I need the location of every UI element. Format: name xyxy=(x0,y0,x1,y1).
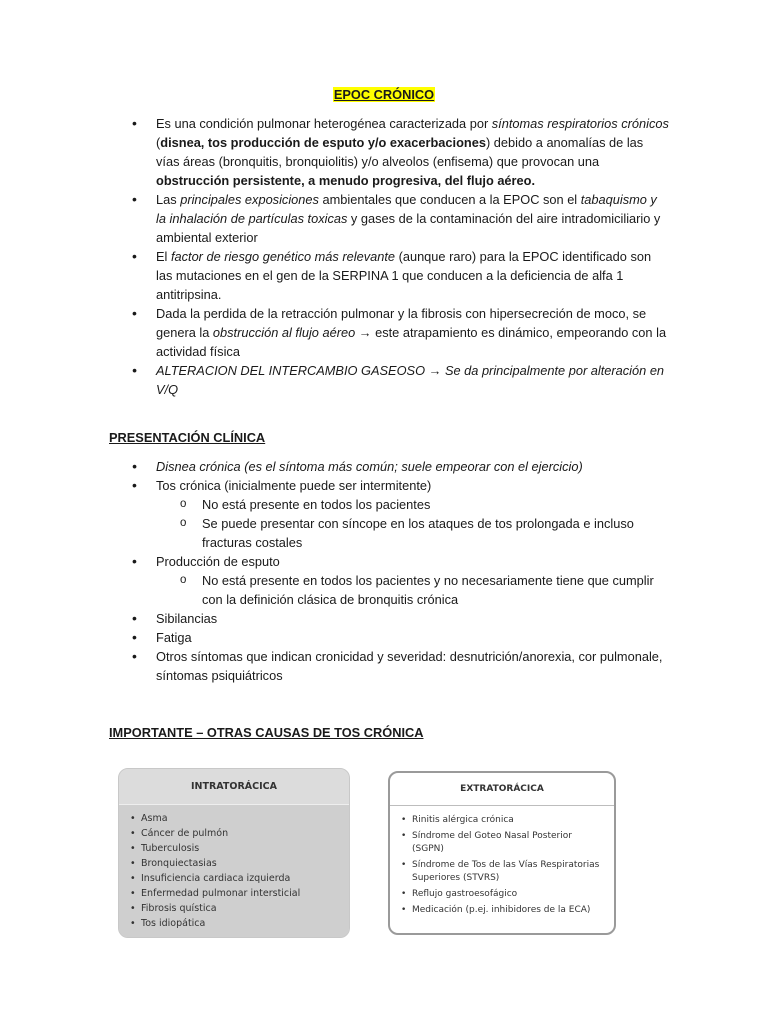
section-heading-causes: IMPORTANTE – OTRAS CAUSAS DE TOS CRÓNICA xyxy=(109,725,424,740)
list-item: • Síndrome del Goteo Nasal Posterior (SGPN) xyxy=(412,830,606,856)
italic-text: obstrucción al flujo aéreo xyxy=(212,325,356,340)
list-item: • Bronquiectasias xyxy=(141,856,341,871)
text: Tos crónica (inicialmente puede ser intermitente) xyxy=(156,478,432,493)
italic-text: tabaquismo y la inhalación de partículas toxicas xyxy=(156,192,657,226)
list-item: • Tos idiopática xyxy=(141,916,341,931)
text: Dada la perdida de la retracción pulmonar y la fibrosis con hipersecreción de moco, se genera la xyxy=(156,306,647,340)
list-item: • Tuberculosis xyxy=(141,841,341,856)
intro-list xyxy=(109,114,669,399)
italic-text: factor de riesgo genético más relevante xyxy=(170,249,396,264)
sub-list xyxy=(156,495,669,552)
sub-list-item: o No está presente en todos los pacientes y no necesariamente tiene que cumplir con la definición clásica de bronquitis crónica xyxy=(156,571,669,609)
list-item xyxy=(109,190,669,247)
list-item xyxy=(109,114,669,190)
clinical-list xyxy=(109,457,669,685)
bold-text: obstrucción persistente, a menudo progresiva, del flujo aéreo. xyxy=(156,173,536,188)
list-item: • Asma xyxy=(141,811,341,826)
list-item: • Enfermedad pulmonar intersticial xyxy=(141,886,341,901)
text: ( xyxy=(156,135,161,150)
list-item xyxy=(109,457,669,476)
italic-text: principales exposiciones xyxy=(180,192,319,207)
list-item: • Rinitis alérgica crónica xyxy=(412,814,606,827)
list-item: • Otros síntomas que indican cronicidad y severidad: desnutrición/anorexia, cor pulmonale, síntomas psiquiátricos xyxy=(109,647,669,685)
arrow-right-icon: → xyxy=(428,363,442,378)
list-item: • Síndrome de Tos de las Vías Respiratorias Superiores (STVRS) xyxy=(412,859,606,885)
intrathoracic-title: INTRATORÁCICA xyxy=(119,769,349,805)
list-item: • Insuficiencia cardiaca izquierda xyxy=(141,871,341,886)
list-item: • Sibilancias xyxy=(109,609,669,628)
text: ALTERACION DEL INTERCAMBIO GASEOSO xyxy=(156,363,429,378)
list-item xyxy=(109,247,669,304)
sub-list-item: o Se puede presentar con síncope en los ataques de tos prolongada e incluso fracturas costales xyxy=(156,514,669,552)
text: Producción de esputo xyxy=(156,554,280,569)
sub-list-item: o No está presente en todos los pacientes xyxy=(156,495,669,514)
extrathoracic-title: EXTRATORÁCICA xyxy=(390,773,614,806)
list-item: • Fibrosis quística xyxy=(141,901,341,916)
list-item xyxy=(109,304,669,361)
text: Las xyxy=(156,192,181,207)
section-heading-clinical: PRESENTACIÓN CLÍNICA xyxy=(109,430,266,445)
text: Disnea crónica (es el síntoma más común; suele empeorar con el ejercicio) xyxy=(156,459,583,474)
list-item xyxy=(109,361,669,399)
text: ) debido a anomalías de las vías áreas (bronquitis, bronquiolitis) y/o alveolos (enfisema) que provocan una xyxy=(156,135,644,169)
list-item xyxy=(109,476,669,552)
text: ambientales que conducen a la EPOC son el xyxy=(318,192,581,207)
bold-text: disnea, tos producción de esputo y/o exacerbaciones xyxy=(160,135,486,150)
list-item: • Reflujo gastroesofágico xyxy=(412,888,606,901)
sub-list xyxy=(156,571,669,609)
intrathoracic-causes-box xyxy=(118,768,350,938)
list-item: • Cáncer de pulmón xyxy=(141,826,341,841)
text: y gases de la contaminación del aire intradomiciliario y ambiental exterior xyxy=(156,211,661,245)
text: Se da principalmente por alteración en V/Q xyxy=(156,363,665,397)
italic-text: síntomas respiratorios crónicos xyxy=(491,116,669,131)
page-title xyxy=(0,85,768,104)
extrathoracic-list xyxy=(390,814,614,917)
text: (aunque raro) para la EPOC identificado son las mutaciones en el gen de la SERPINA 1 que conducen a la deficiencia de alfa 1 antitripsina. xyxy=(156,249,652,302)
text: → este atrapamiento es dinámico, empeorando con la actividad física xyxy=(156,325,667,359)
text: Es una condición pulmonar heterogénea caracterizada por xyxy=(156,116,492,131)
list-item: • Fatiga xyxy=(109,628,669,647)
extrathoracic-causes-box xyxy=(388,771,616,935)
page-title-text: EPOC CRÓNICO xyxy=(333,87,435,102)
list-item: • Medicación (p.ej. inhibidores de la ECA) xyxy=(412,904,606,917)
text: El xyxy=(156,249,171,264)
intrathoracic-list xyxy=(119,811,349,931)
list-item xyxy=(109,552,669,609)
